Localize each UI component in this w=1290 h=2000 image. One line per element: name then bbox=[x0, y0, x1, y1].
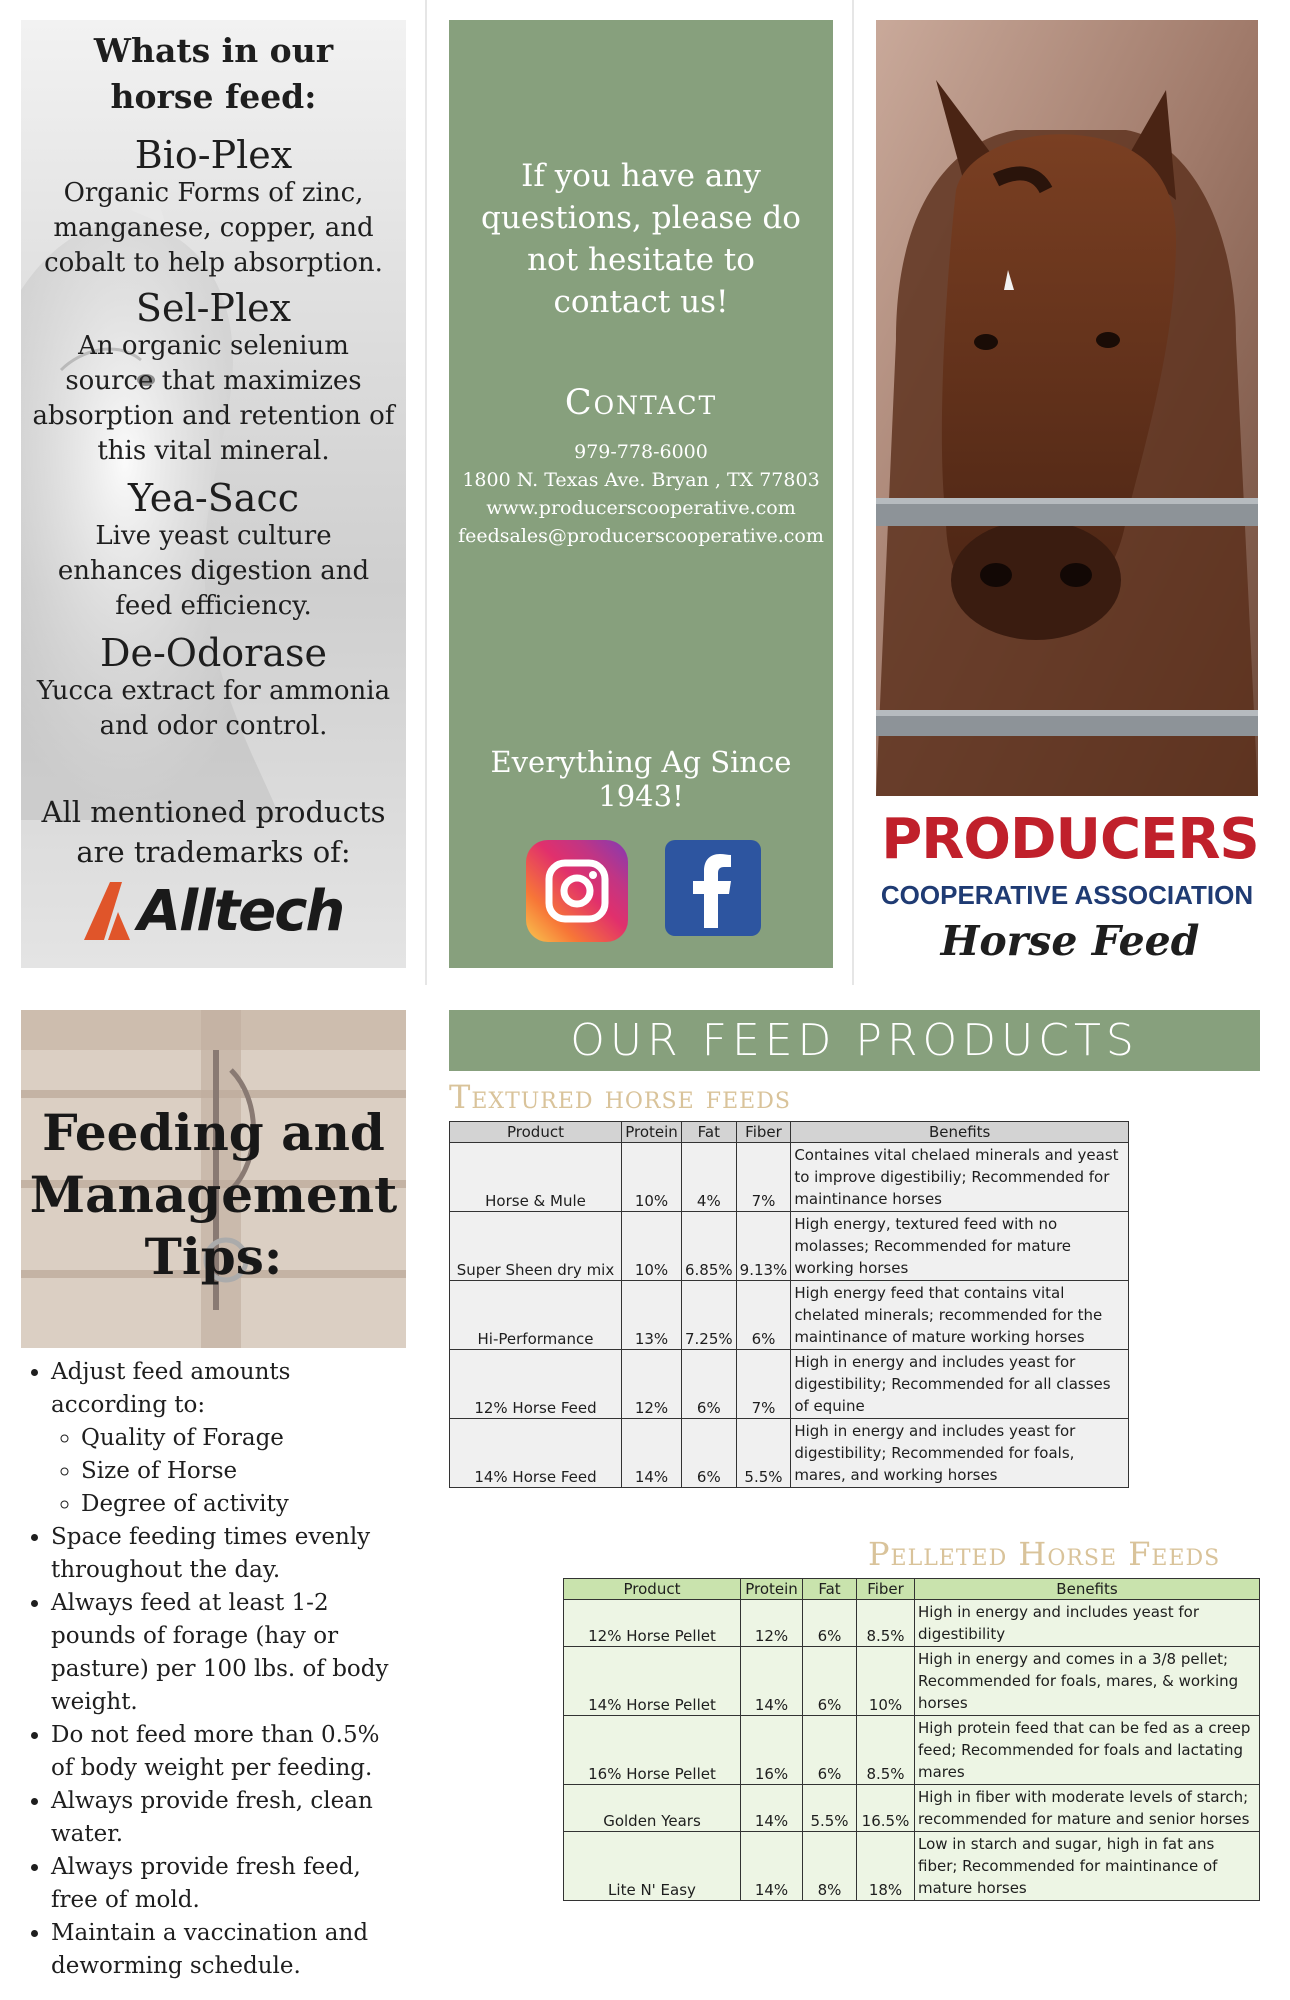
product-cell: 12% Horse Feed bbox=[450, 1350, 622, 1419]
column-header: Benefits bbox=[915, 1579, 1260, 1600]
tip-item bbox=[51, 1356, 408, 1521]
textured-feed-table bbox=[449, 1121, 1129, 1488]
protein-cell: 10% bbox=[622, 1143, 682, 1212]
website-link[interactable]: www.producerscooperative.com bbox=[486, 497, 796, 519]
ingredient-name: Sel-Plex bbox=[135, 286, 292, 330]
benefits-cell: Containes vital chelaed minerals and yeast to improve digestibiliy; Recommended for maintinance horses bbox=[791, 1143, 1129, 1212]
address: 1800 N. Texas Ave. Bryan , TX 77803 bbox=[462, 469, 820, 491]
fat-cell: 6.85% bbox=[682, 1212, 737, 1281]
tips-list bbox=[23, 1356, 408, 1983]
tip-item: • Always feed at least 1-2 pounds of forage (hay or pasture) per 100 lbs. of body weight. bbox=[51, 1587, 408, 1719]
contact-panel bbox=[449, 20, 833, 968]
column-header: Product bbox=[450, 1122, 622, 1143]
fiber-cell: 18% bbox=[857, 1832, 915, 1901]
ingredient-name: Yea-Sacc bbox=[127, 476, 300, 520]
table-row bbox=[450, 1281, 1129, 1350]
table-row bbox=[450, 1143, 1129, 1212]
fat-cell: 6% bbox=[803, 1600, 857, 1647]
tip-subitem: ◦ Quality of Forage bbox=[81, 1422, 408, 1455]
fat-cell: 7.25% bbox=[682, 1281, 737, 1350]
tip-subitem: ◦ Size of Horse bbox=[81, 1455, 408, 1488]
benefits-cell: High protein feed that can be fed as a creep feed; Recommended for foals and lactating mares bbox=[915, 1716, 1260, 1785]
contact-heading: Contact bbox=[564, 383, 718, 423]
table-row bbox=[450, 1350, 1129, 1419]
ingredient-description: An organic selenium source that maximizes absorption and retention of this vital mineral. bbox=[32, 331, 395, 466]
ingredient-item bbox=[21, 134, 406, 281]
column-header: Fat bbox=[682, 1122, 737, 1143]
fat-cell: 4% bbox=[682, 1143, 737, 1212]
ingredient-item bbox=[21, 632, 406, 744]
fiber-cell: 7% bbox=[736, 1350, 791, 1419]
table-row bbox=[564, 1832, 1260, 1901]
ingredient-item bbox=[21, 477, 406, 624]
benefits-cell: Low in starch and sugar, high in fat ans fiber; Recommended for maintinance of mature horses bbox=[915, 1832, 1260, 1901]
fiber-cell: 7% bbox=[736, 1143, 791, 1212]
producers-logo: PRODUCERS bbox=[881, 807, 1259, 872]
pelleted-feed-table bbox=[563, 1578, 1260, 1901]
protein-cell: 14% bbox=[741, 1647, 803, 1716]
cooperative-association-text: COOPERATIVE ASSOCIATION bbox=[880, 880, 1254, 910]
protein-cell: 12% bbox=[741, 1600, 803, 1647]
benefits-cell: High in fiber with moderate levels of starch; recommended for mature and senior horses bbox=[915, 1785, 1260, 1832]
ingredient-description: Live yeast culture enhances digestion and feed efficiency. bbox=[57, 521, 370, 621]
product-cell: 16% Horse Pellet bbox=[564, 1716, 741, 1785]
product-cell: 14% Horse Pellet bbox=[564, 1647, 741, 1716]
panel-divider bbox=[425, 0, 427, 985]
fat-cell: 8% bbox=[803, 1832, 857, 1901]
fat-cell: 6% bbox=[803, 1647, 857, 1716]
table-row bbox=[564, 1600, 1260, 1647]
ingredients-title: Whats in our horse feed: bbox=[93, 31, 334, 116]
trademark-note: All mentioned products are trademarks of: bbox=[41, 795, 386, 869]
table-row bbox=[564, 1647, 1260, 1716]
fiber-cell: 8.5% bbox=[857, 1716, 915, 1785]
product-cell: Super Sheen dry mix bbox=[450, 1212, 622, 1281]
table-row bbox=[450, 1419, 1129, 1488]
table-header-row bbox=[564, 1579, 1260, 1600]
column-header: Fiber bbox=[857, 1579, 915, 1600]
tagline: Everything Ag Since 1943! bbox=[490, 745, 792, 813]
column-header: Benefits bbox=[791, 1122, 1129, 1143]
table-header-row bbox=[450, 1122, 1129, 1143]
protein-cell: 13% bbox=[622, 1281, 682, 1350]
tip-sublist bbox=[51, 1422, 408, 1521]
benefits-cell: High in energy and includes yeast for digestibility; Recommended for foals, mares, and working horses bbox=[791, 1419, 1129, 1488]
protein-cell: 10% bbox=[622, 1212, 682, 1281]
product-cell: Horse & Mule bbox=[450, 1143, 622, 1212]
protein-cell: 12% bbox=[622, 1350, 682, 1419]
horse-feed-title: Horse Feed bbox=[940, 917, 1200, 965]
products-banner: OUR FEED PRODUCTS bbox=[449, 1010, 1260, 1071]
tip-subitem: ◦ Degree of activity bbox=[81, 1488, 408, 1521]
phone-number: 979-778-6000 bbox=[574, 441, 708, 463]
fiber-cell: 6% bbox=[736, 1281, 791, 1350]
column-header: Protein bbox=[622, 1122, 682, 1143]
product-cell: Lite N' Easy bbox=[564, 1832, 741, 1901]
benefits-cell: High in energy and comes in a 3/8 pellet; Recommended for foals, mares, & working horses bbox=[915, 1647, 1260, 1716]
ingredients-panel bbox=[21, 20, 406, 968]
alltech-logo bbox=[21, 879, 406, 944]
ingredient-name: Bio-Plex bbox=[134, 133, 293, 177]
tip-item: • Maintain a vaccination and deworming schedule. bbox=[51, 1917, 408, 1983]
protein-cell: 14% bbox=[741, 1785, 803, 1832]
fat-cell: 6% bbox=[803, 1716, 857, 1785]
protein-cell: 16% bbox=[741, 1716, 803, 1785]
tips-header bbox=[21, 1010, 406, 1348]
fat-cell: 5.5% bbox=[803, 1785, 857, 1832]
panel-divider bbox=[852, 0, 854, 985]
column-header: Product bbox=[564, 1579, 741, 1600]
fiber-cell: 8.5% bbox=[857, 1600, 915, 1647]
facebook-icon[interactable] bbox=[665, 840, 761, 936]
tips-title: Feeding and Management Tips: bbox=[29, 1103, 398, 1286]
product-cell: 14% Horse Feed bbox=[450, 1419, 622, 1488]
ingredient-name: De-Odorase bbox=[100, 631, 327, 675]
ingredient-item bbox=[21, 287, 406, 469]
contact-details bbox=[449, 438, 833, 550]
alltech-a-icon bbox=[84, 882, 138, 940]
horse-photo bbox=[876, 20, 1258, 796]
ingredient-description: Yucca extract for ammonia and odor control. bbox=[36, 676, 391, 741]
product-cell: Hi-Performance bbox=[450, 1281, 622, 1350]
fiber-cell: 9.13% bbox=[736, 1212, 791, 1281]
instagram-icon[interactable] bbox=[526, 840, 628, 942]
benefits-cell: High energy feed that contains vital chelated minerals; recommended for the maintinance of mature working horses bbox=[791, 1281, 1129, 1350]
tip-item: • Always provide fresh feed, free of mold. bbox=[51, 1851, 408, 1917]
fat-cell: 6% bbox=[682, 1350, 737, 1419]
tip-item: • Do not feed more than 0.5% of body weight per feeding. bbox=[51, 1719, 408, 1785]
product-cell: Golden Years bbox=[564, 1785, 741, 1832]
benefits-cell: High energy, textured feed with no molasses; Recommended for mature working horses bbox=[791, 1212, 1129, 1281]
fat-cell: 6% bbox=[682, 1419, 737, 1488]
table-row bbox=[450, 1212, 1129, 1281]
product-cell: 12% Horse Pellet bbox=[564, 1600, 741, 1647]
column-header: Protein bbox=[741, 1579, 803, 1600]
protein-cell: 14% bbox=[622, 1419, 682, 1488]
table-row bbox=[564, 1785, 1260, 1832]
benefits-cell: High in energy and includes yeast for digestibility bbox=[915, 1600, 1260, 1647]
pelleted-heading: Pelleted Horse Feeds bbox=[868, 1535, 1221, 1573]
tip-text: Adjust feed amounts according to: bbox=[51, 1359, 291, 1418]
protein-cell: 14% bbox=[741, 1832, 803, 1901]
alltech-wordmark: Alltech bbox=[137, 879, 344, 944]
contact-prompt: If you have any questions, please do not hesitate to contact us! bbox=[481, 158, 801, 320]
fiber-cell: 5.5% bbox=[736, 1419, 791, 1488]
ingredient-description: Organic Forms of zinc, manganese, copper, and cobalt to help absorption. bbox=[44, 178, 383, 278]
email-link[interactable]: feedsales@producerscooperative.com bbox=[458, 525, 824, 547]
tip-item: • Space feeding times evenly throughout the day. bbox=[51, 1521, 408, 1587]
textured-heading: Textured horse feeds bbox=[449, 1078, 791, 1116]
fiber-cell: 10% bbox=[857, 1647, 915, 1716]
fiber-cell: 16.5% bbox=[857, 1785, 915, 1832]
tip-item: • Always provide fresh, clean water. bbox=[51, 1785, 408, 1851]
benefits-cell: High in energy and includes yeast for digestibility; Recommended for all classes of equine bbox=[791, 1350, 1129, 1419]
table-row bbox=[564, 1716, 1260, 1785]
column-header: Fat bbox=[803, 1579, 857, 1600]
column-header: Fiber bbox=[736, 1122, 791, 1143]
cover-photo bbox=[876, 20, 1258, 796]
